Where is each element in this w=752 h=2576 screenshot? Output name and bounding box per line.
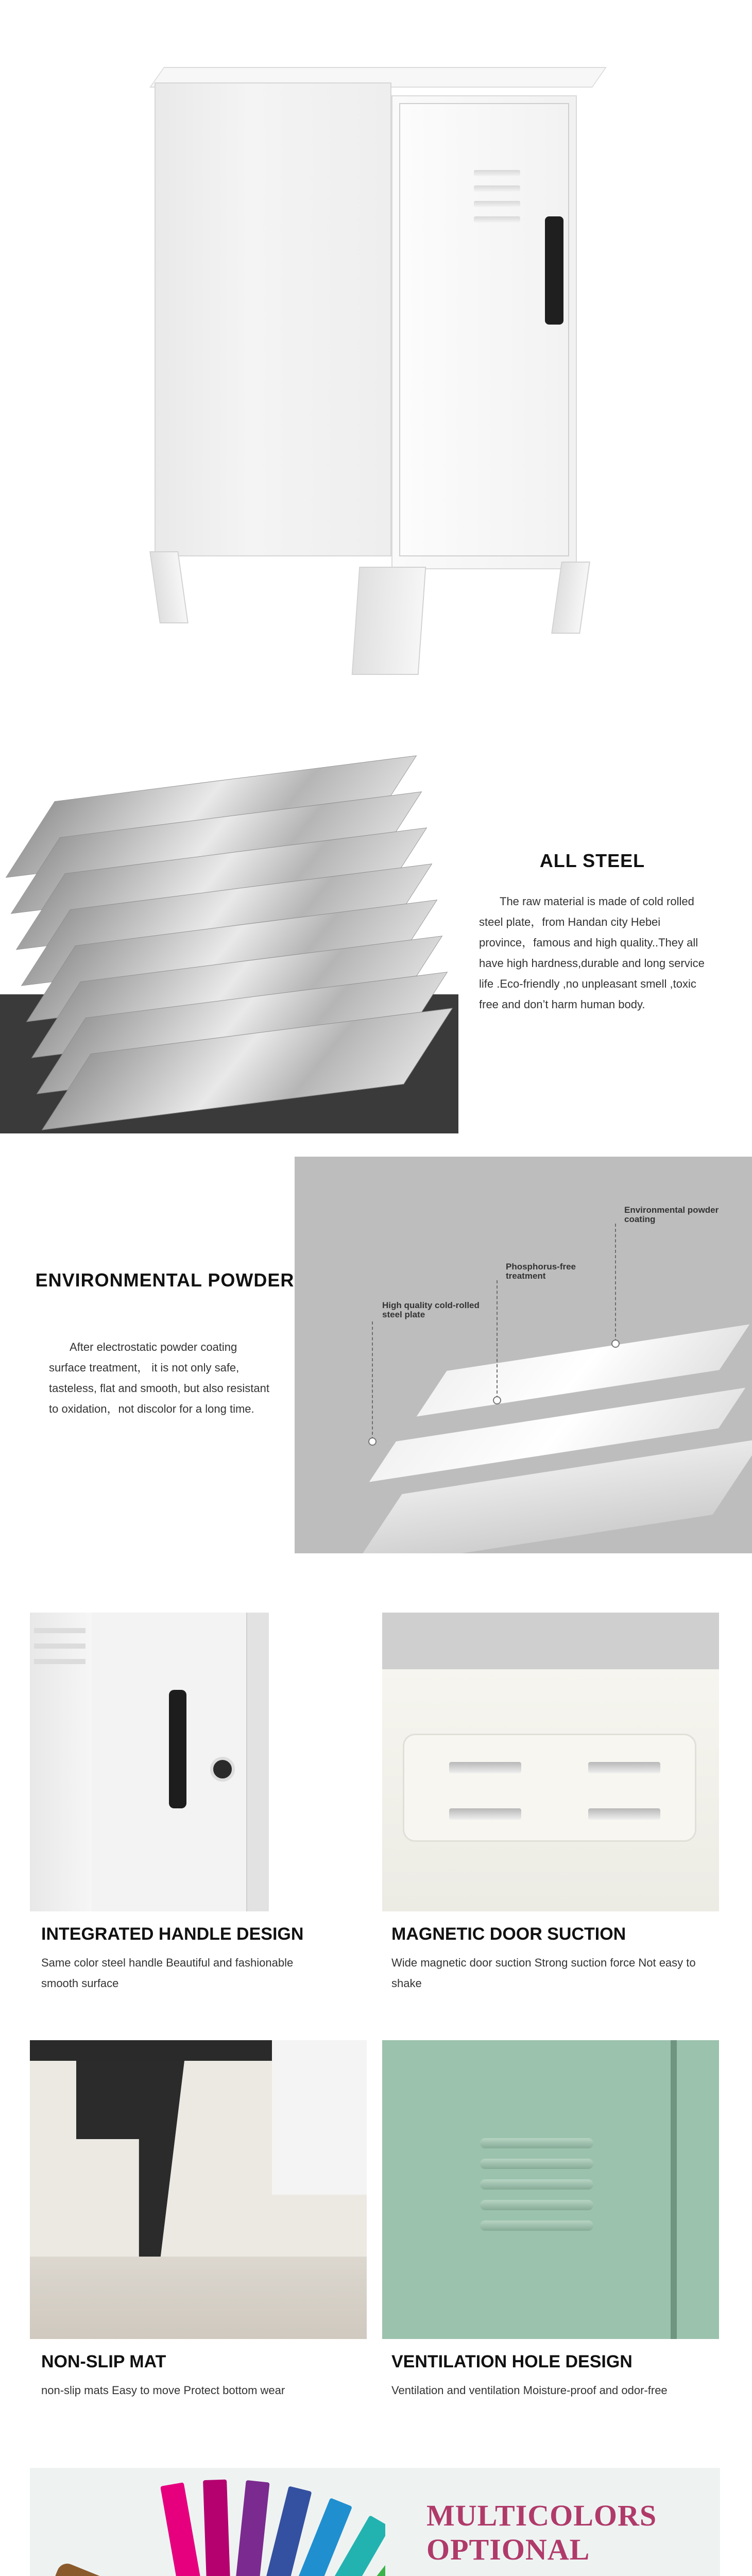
- door-handle: [545, 216, 563, 325]
- callout-line: [372, 1321, 373, 1440]
- feature-text: non-slip mats Easy to move Protect bottom wear: [41, 2384, 285, 2397]
- vent-slot: [474, 201, 520, 207]
- magnet-detail-image: [382, 1613, 719, 1911]
- callout-line: [615, 1224, 616, 1342]
- all-steel-text: The raw material is made of cold rolled steel plate，from Handan city Hebei province，famous and high quality..They all have high hardness,durable and long service life .Eco-friendly ,no unpleasant smell ,toxic free and don’t harm human body.: [479, 895, 705, 1011]
- cabinet-leg-dark: [76, 2061, 184, 2257]
- all-steel-title: ALL STEEL: [539, 850, 645, 871]
- callout-steel-plate: High quality cold-rolled steel plate: [382, 1300, 480, 1319]
- cabinet-leg: [352, 567, 426, 675]
- cabinet-leg: [149, 551, 189, 623]
- steel-plates-image: [0, 737, 458, 1133]
- vent-slot: [474, 170, 520, 176]
- callout-dot: [368, 1437, 377, 1446]
- feature-title: MAGNETIC DOOR SUCTION: [391, 1924, 626, 1944]
- vent-slot: [474, 185, 520, 192]
- cabinet-leg: [551, 562, 590, 634]
- handle-bar: [169, 1690, 186, 1808]
- multicolor-banner: [30, 2468, 720, 2576]
- feature-title: INTEGRATED HANDLE DESIGN: [41, 1924, 304, 1944]
- non-slip-detail-image: [30, 2040, 367, 2339]
- callout-phosphorus: Phosphorus-free treatment: [506, 1262, 576, 1281]
- multicolor-title: MULTICOLORS OPTIONAL: [426, 2499, 657, 2566]
- vent-slot: [474, 216, 520, 223]
- feature-text: Ventilation and ventilation Moisture-proof and odor-free: [391, 2384, 668, 2397]
- ventilation-detail-image: [382, 2040, 719, 2339]
- feature-title: NON-SLIP MAT: [41, 2352, 166, 2371]
- feature-text: Wide magnetic door suction Strong suction force Not easy to shake: [391, 1956, 696, 1990]
- magnet-plate: [403, 1734, 696, 1842]
- callout-dot: [493, 1396, 501, 1404]
- callout-powder: Environmental powder coating: [624, 1205, 719, 1224]
- callout-line: [497, 1280, 498, 1399]
- callout-dot: [611, 1340, 620, 1348]
- environmental-powder-title: ENVIRONMENTAL POWDER: [35, 1269, 295, 1291]
- environmental-powder-text: After electrostatic powder coating surface treatment， it is not only safe, tasteless, flat and smooth, but also resistant to oxidation，not discolor for a long time.: [49, 1341, 270, 1415]
- lock-icon: [210, 1757, 235, 1782]
- cabinet-side-panel: [155, 82, 391, 556]
- feature-title: VENTILATION HOLE DESIGN: [391, 2352, 633, 2371]
- color-fan-image: [30, 2468, 401, 2576]
- powder-layers-image: [295, 1157, 752, 1553]
- feature-text: Same color steel handle Beautiful and fashionable smooth surface: [41, 1956, 294, 1990]
- hero-cabinet-image: [0, 0, 752, 721]
- handle-detail-image: [30, 1613, 269, 1911]
